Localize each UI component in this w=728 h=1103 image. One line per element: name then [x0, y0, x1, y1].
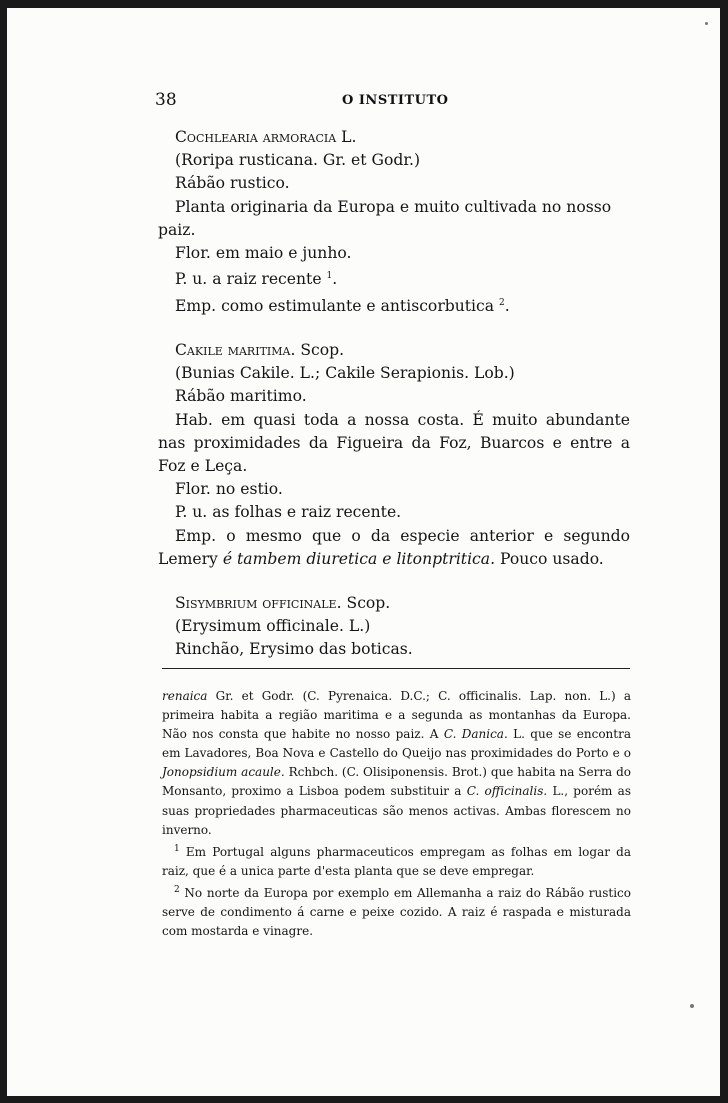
- footnote-ref-1: 1: [326, 271, 333, 282]
- note-cont-t2: Gr. et Godr. (C. Pyrenaica. D.C.; C. officinalis. Lap. non. L.) a primeira habita a região maritima e a segunda as montanhas da Europa. Não nos consta que habite no nosso paiz. A: [162, 689, 631, 742]
- entry3-heading: [158, 592, 630, 615]
- entry1-use: Emp. como estimulante e antiscorbutica $^2$.: [175, 296, 510, 315]
- footnote-2-text: No norte da Europa por exemplo em Allemanha a raiz do Rábão rustico serve de condimento á carne e peixe cozido. A raiz é raspada e misturada com mostarda e vinagre.: [162, 885, 631, 939]
- entry1-flowering: Flor. em maio e junho.: [175, 244, 352, 263]
- entry2-use-b: é tambem diuretica e litonptritica.: [222, 549, 496, 568]
- main-text: [158, 126, 630, 662]
- speck: [705, 22, 708, 25]
- entry2-use-a: Emp. o mesmo que o da especie anterior e segundo Lemery: [158, 526, 630, 568]
- footnote-continuation: [162, 687, 631, 840]
- entry2-synonym: (Bunias Cakile. L.; Cakile Serapionis. Lob.): [175, 364, 515, 383]
- entry2-use-c: Pouco usado.: [495, 549, 604, 568]
- footnotes: [162, 687, 631, 941]
- footnote-1: [162, 840, 631, 881]
- footnote-1-text: Em Portugal alguns pharmaceuticos empregam as folhas em logar da raiz, que é a unica parte d'esta planta que se deve empregar.: [162, 844, 631, 878]
- footnote-2-mark: 2: [174, 884, 180, 895]
- note-cont-t6: Rchbch. (C. Olisiponensis. Brot.) que habita na Serra do Monsanto, proximo a Lisboa podem substituir a: [162, 765, 632, 799]
- entry2-author: . Scop.: [290, 341, 345, 359]
- entry1-origin: Planta originaria da Europa e muito cultivada no nosso paiz.: [158, 197, 612, 239]
- entry1-use-text: Emp. como estimulante e antiscorbutica: [175, 296, 495, 315]
- entry1-parts-text: P. u. a raiz recente: [175, 270, 322, 289]
- entry1-synonym: (Roripa rusticana. Gr. et Godr.): [175, 151, 421, 170]
- entry3-author: . Scop.: [336, 594, 391, 613]
- entry2-flowering: Flor. no estio.: [175, 480, 283, 499]
- entry3-name: Sisymbrium officinale: [175, 594, 337, 613]
- footnote-2: [162, 881, 631, 941]
- entry2-name: Cakile maritima: [175, 341, 291, 359]
- entry3-common-name: Rinchão, Erysimo das boticas.: [175, 640, 413, 659]
- page-header: [7, 90, 720, 114]
- entry3-synonym: (Erysimum officinale. L.): [175, 617, 371, 636]
- running-title: O INSTITUTO: [342, 93, 449, 108]
- entry1-name: Cochlearia armoracia: [175, 128, 337, 146]
- entry1-parts-used: P. u. a raiz recente $^1$.: [175, 270, 338, 289]
- note-cont-t4: L. que se encontra em Lavadores, Boa Nova e Castello do Queijo nas proximidades do Porto e o: [162, 727, 631, 761]
- note-cont-t3: C. Danica.: [443, 727, 508, 742]
- footnote-rule: [162, 668, 630, 669]
- entry2-common-name: Rábão maritimo.: [175, 387, 307, 406]
- book-page: [7, 8, 720, 1096]
- note-cont-t1: renaica: [162, 689, 208, 703]
- footnote-1-mark: 1: [174, 843, 180, 854]
- entry1-common-name: Rábão rustico.: [175, 174, 290, 193]
- entry2-heading: [158, 339, 630, 362]
- note-cont-t5: Jonopsidium acaule.: [162, 765, 285, 780]
- entry1-author: L.: [336, 128, 357, 146]
- page-number: 38: [155, 90, 177, 110]
- note-cont-t7: C. officinalis.: [466, 784, 548, 799]
- entry2-parts-used: P. u. as folhas e raiz recente.: [175, 503, 402, 522]
- entry1-heading: [158, 126, 630, 149]
- speck: [690, 1004, 694, 1008]
- entry2-habitat: Hab. em quasi toda a nossa costa. É muito abundante nas proximidades da Figueira da Foz, Buarcos e entre a Foz e Leça.: [158, 410, 630, 476]
- footnote-ref-2: 2: [499, 297, 505, 308]
- entry2-use: [158, 525, 630, 571]
- note-cont-t8: L., porém as suas propriedades pharmaceuticas são menos activas. Ambas florescem no inverno.: [162, 784, 631, 837]
